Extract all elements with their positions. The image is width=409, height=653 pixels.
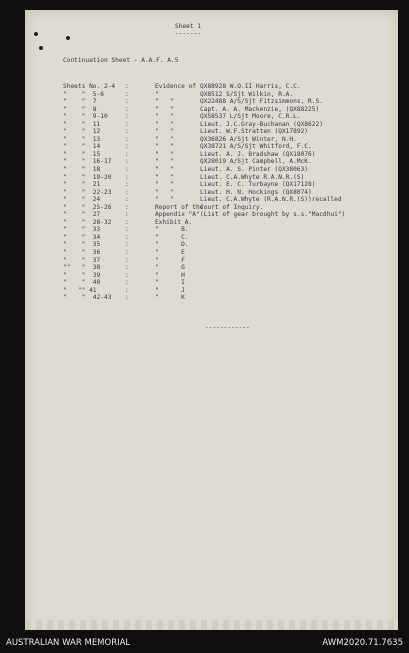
index-cell-c1: " " 14	[63, 143, 101, 151]
index-cell-c1: " " 35	[63, 241, 101, 249]
index-cell-c1: " " 12	[63, 128, 101, 136]
index-cell-c3: " B.	[155, 226, 189, 234]
sheet-rule: -------	[175, 30, 202, 37]
index-cell-c2: :	[125, 98, 129, 106]
index-cell-c1: " " 34	[63, 233, 101, 241]
index-cell-c2: :	[125, 271, 129, 279]
index-cell-c4: QX58537 L/Sjt Moore, C.R.L.	[200, 113, 301, 121]
index-cell-c2: :	[125, 158, 129, 166]
index-cell-c3: " "	[155, 113, 174, 121]
index-cell-c2: :	[125, 218, 129, 226]
index-cell-c3: " "	[155, 196, 174, 204]
index-row	[63, 143, 345, 151]
index-cell-c1: Sheets No. 2-4	[63, 83, 116, 90]
index-cell-c3: Report of the	[155, 203, 204, 211]
index-cell-c4: QX38721 A/S/Sjt Whitford, F.C.	[200, 143, 312, 151]
index-row	[63, 136, 345, 144]
index-cell-c1: " " 22-23	[63, 188, 112, 196]
punch-hole	[39, 46, 43, 50]
index-cell-c2: :	[125, 113, 129, 121]
index-cell-c2: :	[125, 211, 129, 219]
index-row	[63, 121, 345, 129]
index-cell-c1: " " 24	[63, 196, 101, 204]
index-cell-c3: " H	[155, 271, 185, 279]
index-cell-c2: :	[125, 143, 129, 151]
index-cell-c1: " " 18	[63, 166, 101, 174]
index-cell-c1: " " 37	[63, 256, 101, 264]
index-row	[63, 98, 345, 106]
index-cell-c2: :	[125, 279, 129, 287]
index-cell-c3: Appendix "A"	[155, 211, 200, 219]
index-cell-c1: " " 13	[63, 135, 101, 143]
index-row	[63, 257, 345, 265]
index-cell-c1: " " 19-20	[63, 173, 112, 181]
index-row	[63, 151, 345, 159]
index-cell-c2: :	[125, 150, 129, 158]
document-sheet	[25, 10, 398, 630]
index-cell-c3: " "	[155, 188, 174, 196]
index-cell-c4: Lieut. W.F.Stratten (QX17892)	[200, 128, 309, 136]
index-row	[63, 241, 345, 249]
index-cell-c2: :	[125, 135, 129, 143]
index-cell-c2: :	[125, 233, 129, 241]
index-cell-c3: " "	[155, 158, 174, 166]
index-cell-c2: :	[125, 188, 129, 196]
index-cell-c4: QX36826 A/Sjt Winter, N.H.	[200, 135, 297, 143]
index-row	[63, 219, 345, 227]
index-row	[63, 113, 345, 121]
index-row	[63, 166, 345, 174]
index-cell-c4: Capt. A. A. Mackenzie, (QX88225)	[200, 105, 320, 113]
index-cell-c4: Court of Inquiry.	[200, 203, 264, 211]
index-cell-c2: :	[125, 90, 129, 98]
index-cell-c2: :	[125, 249, 129, 257]
continuation-title: Continuation Sheet - A.A.F. A.5	[63, 57, 179, 64]
index-cell-c1: " " 40	[63, 279, 101, 287]
index-cell-c2: :	[125, 294, 129, 302]
index-cell-c4: Lieut. H. N. Hockings (QX8074)	[200, 188, 312, 196]
index-cell-c2: :	[125, 264, 129, 272]
index-cell-c1: " " 9-10	[63, 113, 108, 121]
index-cell-c1: " " 16-17	[63, 158, 112, 166]
index-cell-c3: " "	[155, 98, 174, 106]
index-cell-c3: " F	[155, 256, 185, 264]
index-cell-c1: "" " 38	[63, 264, 101, 272]
index-cell-c2: :	[125, 105, 129, 113]
punch-hole	[66, 36, 70, 40]
index-cell-c3: " J	[155, 286, 185, 294]
index-cell-c1: " " 15	[63, 150, 101, 158]
index-cell-c2: :	[125, 203, 129, 211]
index-cell-c2: :	[125, 173, 129, 181]
archive-footer	[0, 631, 409, 653]
index-cell-c1: " " 42-43	[63, 294, 112, 302]
index-cell-c1: " " 27	[63, 211, 101, 219]
sheet-label: Sheet 1	[175, 23, 202, 30]
index-cell-c3: " "	[155, 173, 174, 181]
index-cell-c4: QX28019 A/Sjt Campbell, A.McK.	[200, 158, 312, 166]
index-row	[63, 272, 345, 280]
index-row	[63, 174, 345, 182]
index-cell-c4: Lieut. A. J. Bradshaw (QX18076)	[200, 150, 316, 158]
index-cell-c2: :	[125, 226, 129, 234]
index-cell-c1: " "" 41	[63, 286, 97, 294]
index-list	[63, 83, 345, 302]
index-row	[63, 264, 345, 272]
index-row	[63, 181, 345, 189]
index-row	[63, 196, 345, 204]
index-cell-c2: :	[125, 83, 129, 90]
index-cell-c3: " D.	[155, 241, 189, 249]
index-cell-c2: :	[125, 181, 129, 189]
index-row	[63, 83, 345, 91]
index-cell-c2: :	[125, 196, 129, 204]
index-cell-c3: " "	[155, 128, 174, 136]
index-row	[63, 204, 345, 212]
index-cell-c2: :	[125, 241, 129, 249]
index-row	[63, 234, 345, 242]
index-cell-c3: " "	[155, 150, 174, 158]
index-cell-c1: " " 5-6	[63, 90, 104, 98]
index-row	[63, 279, 345, 287]
index-cell-c3: " I	[155, 279, 185, 287]
index-cell-c4: QX22488 A/S/Sjt Fitzsimmons, R.S.	[200, 98, 323, 106]
index-cell-c3: Exhibit A.	[155, 218, 193, 226]
index-cell-c2: :	[125, 128, 129, 136]
index-cell-c3: " "	[155, 120, 174, 128]
index-cell-c3: " "	[155, 143, 174, 151]
index-cell-c3: " C.	[155, 233, 189, 241]
index-row	[63, 287, 345, 295]
index-cell-c3: " G	[155, 264, 185, 272]
index-cell-c2: :	[125, 256, 129, 264]
index-row	[63, 249, 345, 257]
index-cell-c3: Evidence of	[155, 83, 196, 90]
index-row	[63, 211, 345, 219]
index-row	[63, 128, 345, 136]
index-row	[63, 189, 345, 197]
index-cell-c1: " " 36	[63, 249, 101, 257]
index-cell-c2: :	[125, 286, 129, 294]
index-cell-c3: " "	[155, 105, 174, 113]
index-cell-c1: " " 11	[63, 120, 101, 128]
index-cell-c1: " " 7	[63, 98, 97, 106]
index-cell-c1: " " 39	[63, 271, 101, 279]
index-cell-c1: " " 21	[63, 181, 101, 189]
index-cell-c4: Lieut. J.C.Gray-Buchanan (QX8622)	[200, 120, 323, 128]
index-row	[63, 294, 345, 302]
index-cell-c3: " E	[155, 249, 185, 257]
index-cell-c1: " " 28-32	[63, 218, 112, 226]
index-cell-c4: (List of gear brought by s.s."Macdhui")	[200, 211, 346, 219]
index-cell-c2: :	[125, 120, 129, 128]
institution-name: AUSTRALIAN WAR MEMORIAL	[6, 638, 131, 648]
index-row	[63, 158, 345, 166]
index-cell-c1: " " 25-26	[63, 203, 112, 211]
index-cell-c3: " "	[155, 181, 174, 189]
torn-edge	[25, 620, 398, 630]
index-row	[63, 226, 345, 234]
index-cell-c4: Lieut. C.A.Whyte (R.A.N.R.(S))recalled	[200, 196, 342, 204]
index-cell-c4: QX88928 W.O.II Harris, C.C.	[200, 83, 301, 90]
index-cell-c3: "	[155, 90, 159, 98]
index-cell-c3: " "	[155, 135, 174, 143]
closing-rule: ------------	[205, 324, 250, 331]
index-cell-c2: :	[125, 166, 129, 174]
punch-hole	[34, 32, 38, 36]
index-row	[63, 106, 345, 114]
index-row	[63, 91, 345, 99]
index-cell-c3: " K	[155, 294, 185, 302]
index-cell-c4: Lieut. E. C. Turbayne (QX17128)	[200, 181, 316, 189]
accession-number: AWM2020.71.7635	[322, 638, 403, 648]
index-cell-c1: " " 33	[63, 226, 101, 234]
index-cell-c4: QX8512 S/Sjt Wilkin, R.A.	[200, 90, 294, 98]
index-cell-c3: " "	[155, 166, 174, 174]
index-cell-c1: " " 8	[63, 105, 97, 113]
index-cell-c4: Lieut. A. S. Pinter (QX38063)	[200, 166, 309, 174]
index-cell-c4: Lieut. C.A.Whyte R.A.N.R.(S)	[200, 173, 305, 181]
